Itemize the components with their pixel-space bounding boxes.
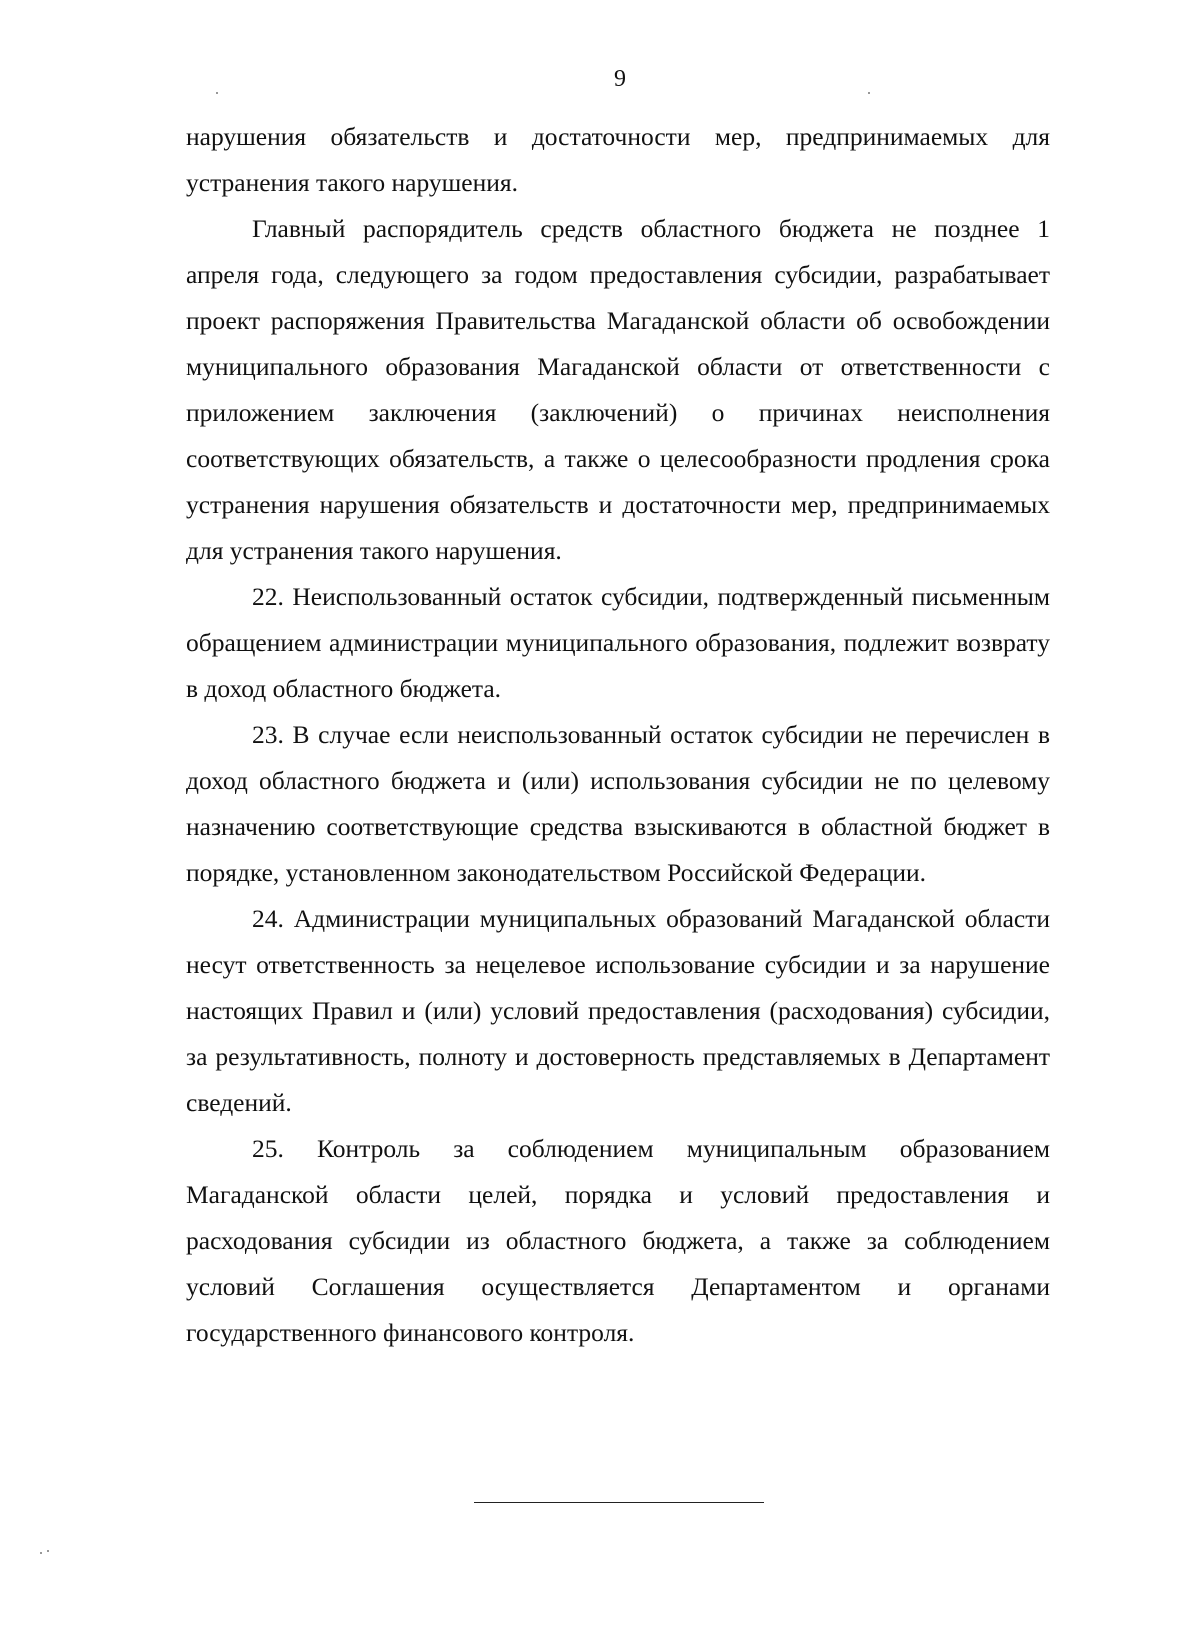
paragraph-continuation: нарушения обязательств и достаточности мер, предпринимаемых для устранения такого нарушения. xyxy=(186,122,1050,197)
paragraph-22: 22. Неиспользованный остаток субсидии, подтвержденный письменным обращением администрации муниципального образования, подлежит возврату в доход областного бюджета. xyxy=(186,582,1050,703)
paragraph-24: 24. Администрации муниципальных образований Магаданской области несут ответственность за нецелевое использование субсидии и за нарушение настоящих Правил и (или) условий предоставления (расходования) субсидии, за результативность, полноту и достоверность представляемых в Департамент сведений. xyxy=(186,904,1050,1117)
scan-speck xyxy=(47,1550,49,1552)
closing-rule xyxy=(474,1502,764,1503)
paragraph-main-distributor: Главный распорядитель средств областного бюджета не позднее 1 апреля года, следующего за годом предоставления субсидии, разрабатывает проект распоряжения Правительства Магаданской области об освобождении муниципального образования Магаданской области от ответственности с приложением заключения (заключений) о причинах неисполнения соответствующих обязательств, а также о целесообразности продления срока устранения нарушения обязательств и достаточности мер, предпринимаемых для устранения такого нарушения. xyxy=(186,214,1050,565)
paragraph-23: 23. В случае если неиспользованный остаток субсидии не перечислен в доход областного бюджета и (или) использования субсидии не по целевому назначению соответствующие средства взыскиваются в областной бюджет в порядке, установленном законодательством Российской Федерации. xyxy=(186,720,1050,887)
scan-speck xyxy=(868,92,870,94)
paragraph-25: 25. Контроль за соблюдением муниципальным образованием Магаданской области целей, порядка и условий предоставления и расходования субсидии из областного бюджета, а также за соблюдением условий Соглашения осуществляется Департаментом и органами государственного финансового контроля. xyxy=(186,1134,1050,1347)
scan-speck xyxy=(216,92,218,94)
page-number: 9 xyxy=(614,66,626,92)
scan-speck xyxy=(40,1552,42,1554)
body-text xyxy=(186,114,1050,1356)
